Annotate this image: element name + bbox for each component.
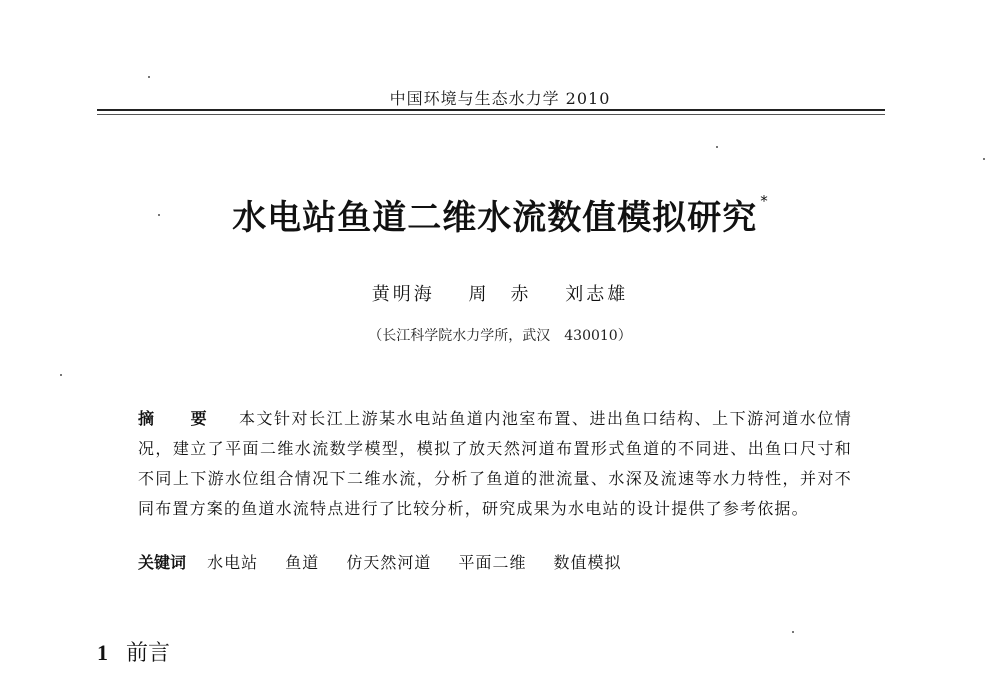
title-block xyxy=(0,190,1000,239)
keywords-label: 关键词 xyxy=(138,553,187,572)
scan-speck xyxy=(983,158,985,160)
header-rule xyxy=(97,109,885,111)
abstract-text: 本文针对长江上游某水电站鱼道内池室布置、进出鱼口结构、上下游河道水位情况，建立了平面二维水流数学模型，模拟了放天然河道布置形式鱼道的不同进、出鱼口尺寸和不同上下游水位组合情况下二维水流，分析了鱼道的泄流量、水深及流速等水力特性，并对不同布置方案的鱼道水流特点进行了比较分析，研究成果为水电站的设计提供了参考依据。 xyxy=(138,409,852,518)
section-title: 前言 xyxy=(126,641,171,666)
keyword: 数值模拟 xyxy=(553,553,622,572)
keywords xyxy=(138,550,852,576)
scan-speck xyxy=(60,374,62,376)
keyword: 水电站 xyxy=(207,553,259,572)
title-footnote-mark: * xyxy=(760,192,768,210)
author-list xyxy=(0,280,1000,306)
abstract xyxy=(138,404,852,524)
section-heading xyxy=(97,636,170,667)
keyword: 仿天然河道 xyxy=(346,553,432,572)
paper-title: 水电站鱼道二维水流数值模拟研究 xyxy=(232,198,758,238)
scan-speck xyxy=(158,214,160,216)
scan-speck xyxy=(716,146,718,148)
section-number: 1 xyxy=(97,640,108,665)
author-3: 刘志雄 xyxy=(565,284,629,305)
scan-speck xyxy=(792,631,794,633)
scan-speck xyxy=(148,76,150,78)
affiliation: （长江科学院水力学所，武汉 430010） xyxy=(368,328,632,344)
running-header: 中国环境与生态水力学 2010 xyxy=(389,89,611,108)
author-1: 黄明海 xyxy=(371,284,435,305)
header-rule-thin xyxy=(97,114,885,115)
keyword: 鱼道 xyxy=(285,553,320,572)
keyword: 平面二维 xyxy=(458,553,527,572)
abstract-label: 摘 要 xyxy=(138,409,217,428)
author-2: 周 赤 xyxy=(468,284,532,305)
